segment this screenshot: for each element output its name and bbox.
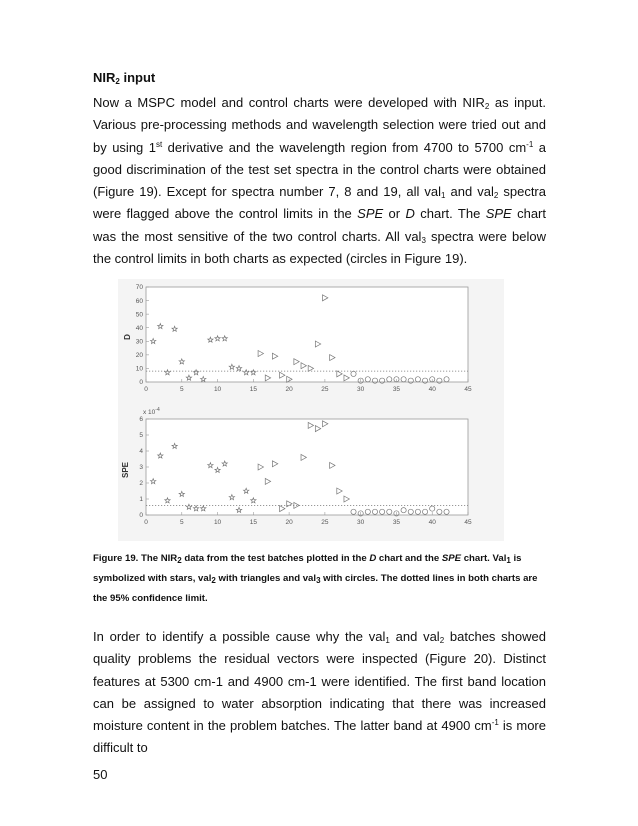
- paragraph-2: In order to identify a possible cause why the val$_1$ and val$_2$ batches showed quality problems the residual vectors were inspected (Figure 20). Distinct features at 5300 cm-1 and 4900 cm-1 were identified. The first band location can be assigned to water absorption indicating that there was increased moisture content in the problem batches. The latter band at 4900 $cm^{-1}$ is more difficult to: [93, 629, 546, 756]
- d-xtick-label: 40: [428, 386, 436, 393]
- figure-caption: Figure 19. The $NIR_2$ data from the test batches plotted in the D chart and the SPE chart. Val$_1$ is symbolized with stars, val$_2$ with triangles and val$_3$ with circles. The dotted lines in both charts are the 95% confidence limit.: [93, 553, 538, 604]
- spe-xtick-label: 25: [321, 519, 329, 526]
- d-xtick-label: 35: [392, 386, 401, 393]
- spe-exponent-label: x $10^{-4}$: [143, 407, 160, 416]
- spe-ytick-label: 3: [139, 464, 143, 472]
- d-xtick-label: 5: [179, 386, 184, 393]
- d-xtick-label: 30: [357, 386, 365, 393]
- page-number: 50: [93, 767, 108, 782]
- spe-ytick-label: 0: [139, 512, 143, 520]
- spe-ytick-label: 2: [139, 480, 143, 488]
- spe-xtick-label: 40: [428, 519, 436, 526]
- d-ytick-label: 10: [135, 365, 143, 373]
- d-ytick-label: 70: [135, 284, 143, 292]
- figure-19-charts: [118, 279, 504, 541]
- d-xtick-label: 25: [321, 386, 329, 393]
- spe-chart: [121, 407, 472, 526]
- spe-xtick-label: 45: [464, 519, 472, 526]
- d-ytick-label: 0: [139, 379, 143, 387]
- spe-xtick-label: 20: [285, 519, 293, 526]
- d-axis-label: D: [123, 334, 132, 340]
- spe-xtick-label: 15: [249, 519, 257, 526]
- d-xtick-label: 45: [464, 386, 472, 393]
- d-chart: [123, 284, 472, 393]
- d-ytick-label: 20: [135, 352, 143, 360]
- d-ytick-label: 60: [135, 297, 143, 305]
- spe-ytick-label: 6: [139, 416, 143, 424]
- d-ytick-label: 50: [135, 311, 143, 319]
- spe-xtick-label: 30: [357, 519, 365, 526]
- spe-xtick-label: 10: [213, 519, 222, 526]
- section-heading: $NIR_2$ input: [93, 70, 156, 86]
- spe-ytick-label: 5: [139, 432, 143, 440]
- paragraph-1: Now a MSPC model and control charts were developed with $NIR_2$ as input. Various pre-processing methods and wavelength selection were tried out and by using 1st derivative and the wavelength region from 4700 to 5700 $cm^{-1}$ a good discrimination of the test set spectra in the control charts were obtained (Figure 19). Except for spectra number 7, 8 and 19, all val$_1$ and val$_2$ spectra were flagged above the control limits in the SPE or D chart. The SPE chart was the most sensitive of the two control charts. All val$_3$ spectra were below the control limits in both charts as expected (circles in Figure 19).: [93, 95, 546, 267]
- figure-19: [118, 279, 504, 546]
- spe-ytick-label: 1: [139, 496, 143, 504]
- d-ytick-label: 40: [135, 324, 143, 332]
- d-xtick-label: 10: [213, 386, 222, 393]
- spe-axis-label: SPE: [121, 461, 130, 479]
- d-xtick-label: 15: [249, 386, 257, 393]
- spe-ytick-label: 4: [139, 448, 143, 456]
- spe-xtick-label: 5: [179, 519, 184, 526]
- d-xtick-label: 0: [144, 386, 148, 393]
- d-ytick-label: 30: [135, 338, 143, 346]
- d-xtick-label: 20: [285, 386, 293, 393]
- spe-xtick-label: 0: [144, 519, 148, 526]
- spe-xtick-label: 35: [392, 519, 401, 526]
